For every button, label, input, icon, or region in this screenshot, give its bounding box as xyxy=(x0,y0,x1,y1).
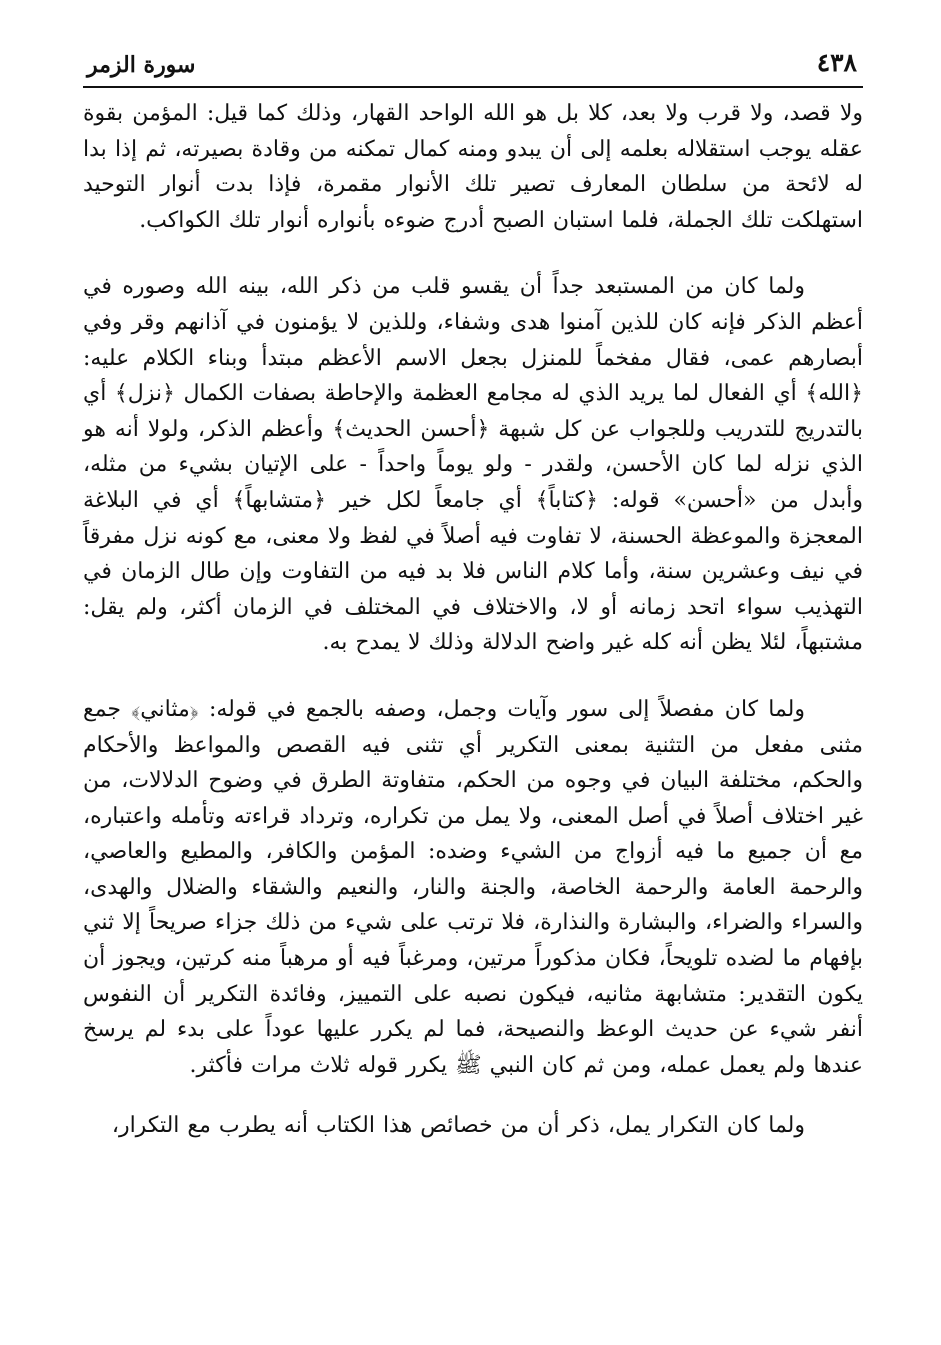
surah-title: سورة الزمر xyxy=(87,52,196,78)
paragraph-4: ولما كان التكرار يمل، ذكر أن من خصائص هذا الكتاب أنه يطرب مع التكرار، xyxy=(111,1113,805,1139)
paragraph-2: ولما كان من المستبعد جداً أن يقسو قلب من ذكر الله، بينه الله وصوره في أعظم الذكر فإنه كان للذين آمنوا هدى وشفاء، وللذين لا يؤمنون في آذانهم وقر وفي أبصارهم عمى، فقال مفخماً للمنزل بجعل الاسم الأعظم مبتدأ وبناء الكلام عليه: ﴿الله﴾ أي الفعال لما يريد الذي له مجامع العظمة والإحاطة بصفات الكمال ﴿نزل﴾ أي بالتدريج للتدريب وللجواب عن كل شبهة ﴿أحسن الحديث﴾ وأعظم الذكر، ولولا أنه هو الذي نزله لما كان الأحسن، ولقدر - ولو يوماً واحداً - على الإتيان بشيء من مثله، وأبدل من «أحسن» قوله: ﴿كتاباً﴾ أي جامعاً لكل خير ﴿متشابهاً﴾ أي في البلاغة المعجزة والموعظة الحسنة، لا تفاوت فيه أصلاً في لفظ ولا معنى، مع كونه نزل مفرقاً في نيف وعشرين سنة، وأما كلام الناس فلا بد فيه من التفاوت وإن طال الزمان في التهذيب سواء اتحد زمانه أو لا، والاختلاف في المختلف في الزمان أكثر، ولم يقل: مشتبهاً، لئلا يظن أنه كله غير واضح الدلالة وذلك لا يمدح به. xyxy=(83,274,863,656)
body-text xyxy=(83,96,863,1144)
page-number: ٤٣٨ xyxy=(816,48,857,77)
page-header xyxy=(83,46,863,84)
header-divider xyxy=(83,86,863,88)
paragraph-3: ولما كان مفصلاً إلى سور وآيات وجمل، وصفه بالجمع في قوله: ﴿مثاني﴾ جمع مثنى مفعل من التثنية بمعنى التكرير أي تثنى فيه القصص والمواعظ والأحكام والحكم، مختلفة البيان في وجوه من الحكم، متفاوتة الطرق في وضوح الدلالات، من غير اختلاف أصلاً في أصل المعنى، ولا يمل من تكراره، وترداد قراءته وتأمله واعتباره، مع أن جميع ما فيه أزواج من الشيء وضده: المؤمن والكافر، والمطيع والعاصي، والرحمة العامة والرحمة الخاصة، والجنة والنار، والنعيم والشقاء والضلال والهدى، والسراء والضراء، والبشارة والنذارة، فلا ترتب على شيء من ذلك جزاء صريحاً إلا ثني بإفهام ما لضده تلويحاً، فكان مذكوراً مرتين، ومرغباً فيه أو مرهباً منه كرتين، ويجوز أن يكون التقدير: متشابهة مثانيه، فيكون نصبه على التمييز، وفائدة التكرير أن النفوس أنفر شيء عن حديث الوعظ والنصيحة، فما لم يكرر عليها عوداً على بدء لم يرسخ عندها ولم يعمل عمله، ومن ثم كان النبي ﷺ يكرر قوله ثلاث مرات فأكثر. xyxy=(83,696,863,1078)
paragraph-1: ولا قصد، ولا قرب ولا بعد، كلا بل هو الله الواحد القهار، وذلك كما قيل: المؤمن بقوة عقله يوجب استقلاله بعلمه إلى أن يبدو ومنه كمال تمكنه من وقادة بصيرته، ثم إذا بدا له لائحة من سلطان المعارف تصير تلك الأنوار مقمرة، فإذا بدت أنوار التوحيد استهلكت تلك الجملة، فلما استبان الصبح أدرج ضوءه بأنواره أنوار تلك الكواكب. xyxy=(83,101,863,233)
